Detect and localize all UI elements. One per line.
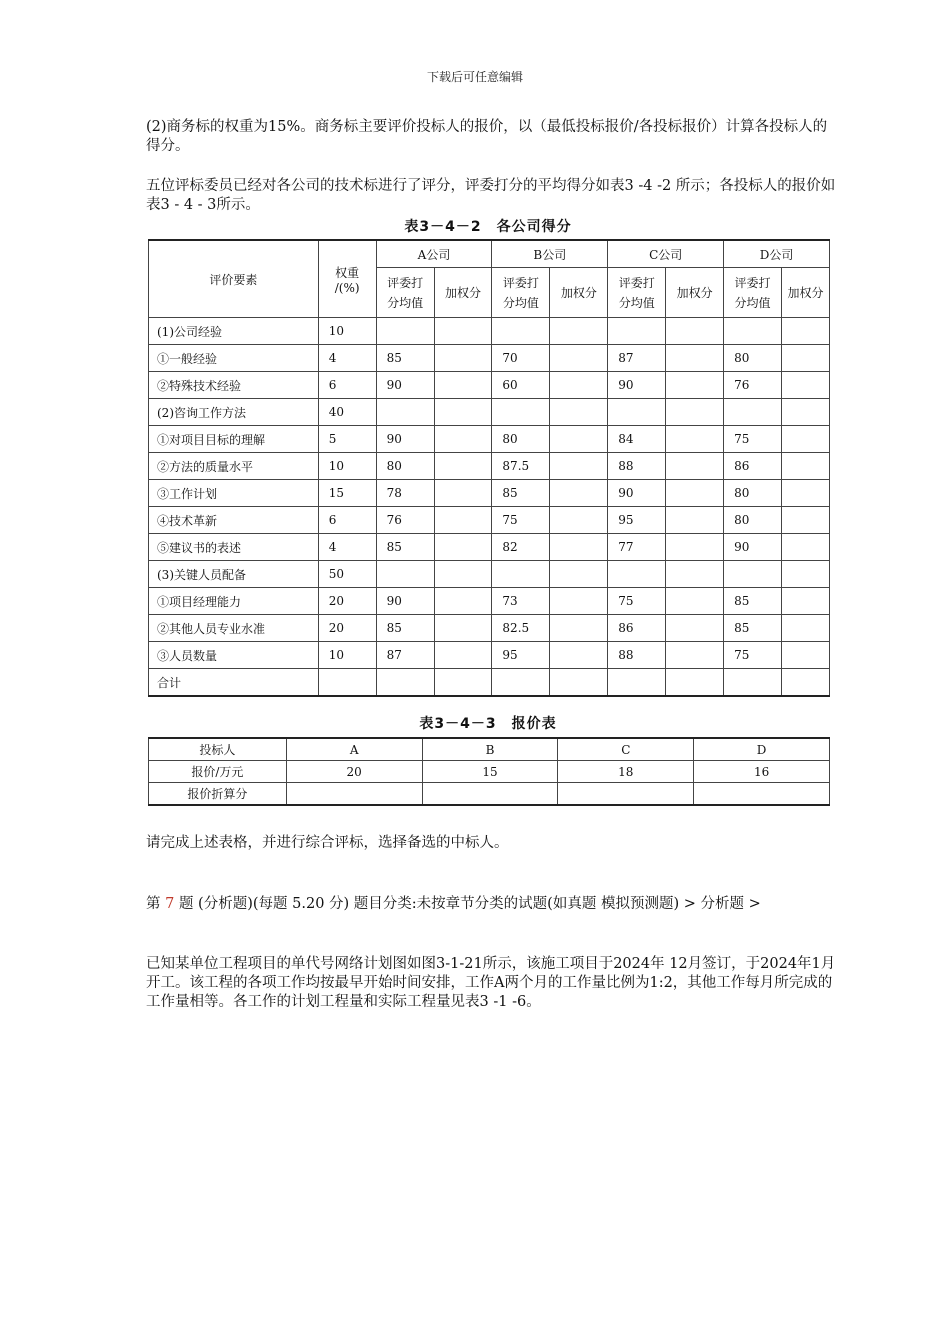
weighted-cell-d — [782, 561, 830, 588]
score-cell-d: 80 — [724, 345, 782, 372]
weighted-cell-d — [782, 534, 830, 561]
weighted-cell-d — [782, 615, 830, 642]
question-suffix: 题 (分析题)(每题 5.20 分) 题目分类:未按章节分类的试题(如真题 模拟预测题) > 分析题 > — [174, 896, 761, 912]
weight-cell: 10 — [318, 318, 376, 345]
score-cell-d: 86 — [724, 453, 782, 480]
weighted-cell-d — [782, 588, 830, 615]
weighted-cell-b — [550, 426, 608, 453]
weighted-cell-d — [782, 507, 830, 534]
item-cell: ③工作计划 — [149, 480, 319, 507]
score-cell-d: 75 — [724, 426, 782, 453]
weighted-cell-d — [782, 345, 830, 372]
paragraph-text: 已知某单位工程项目的单代号网络计划图如图3-1-21所示，该施工项目于2024年 12月签订，于2024年1月开工。该工程的各项工作均按最早开始时间安排，工作A两个月的工作量比例为1:2，其他工作每月所完成的工作量相等。各工作的计划工程量和实际工程量见表3 -1 -6。 — [146, 956, 836, 1010]
score-cell-b: 75 — [492, 507, 550, 534]
weight-cell: 6 — [318, 372, 376, 399]
table-caption-prices: 表3－4－3 报价表 — [419, 716, 557, 732]
score-cell-a: 90 — [376, 372, 434, 399]
score-cell-d — [724, 318, 782, 345]
weight-cell: 40 — [318, 399, 376, 426]
table-row — [149, 615, 830, 642]
price-cell-d: 16 — [694, 761, 830, 783]
weighted-cell-c — [666, 480, 724, 507]
weighted-cell-a — [434, 453, 492, 480]
paragraph-network-plan — [146, 955, 836, 1012]
weighted-cell-a — [434, 318, 492, 345]
score-cell-c: 84 — [608, 426, 666, 453]
paragraph-commercial-weight — [146, 118, 836, 156]
score-cell-c: 88 — [608, 453, 666, 480]
weight-cell: 5 — [318, 426, 376, 453]
weighted-cell-c — [666, 399, 724, 426]
col-header-a: A — [286, 738, 422, 761]
score-cell-b: 80 — [492, 426, 550, 453]
weighted-cell-a — [434, 372, 492, 399]
paragraph-instructions — [146, 834, 836, 853]
weighted-cell-d — [782, 399, 830, 426]
table-row-total — [149, 669, 830, 697]
weighted-cell-b — [550, 669, 608, 697]
score-cell-d: 85 — [724, 588, 782, 615]
weight-cell: 4 — [318, 345, 376, 372]
item-cell: (2)咨询工作方法 — [149, 399, 319, 426]
score-cell-a: 85 — [376, 534, 434, 561]
table-row-score — [149, 783, 830, 806]
question-prefix: 第 — [146, 896, 166, 912]
weighted-cell-a — [434, 534, 492, 561]
weight-cell: 6 — [318, 507, 376, 534]
weighted-cell-b — [550, 372, 608, 399]
item-cell: 合计 — [149, 669, 319, 697]
weighted-cell-d — [782, 372, 830, 399]
score-cell-a: 80 — [376, 453, 434, 480]
weighted-cell-b — [550, 507, 608, 534]
table-row — [149, 318, 830, 345]
item-cell: ②方法的质量水平 — [149, 453, 319, 480]
table-row — [149, 480, 830, 507]
question-meta-text — [146, 895, 836, 914]
weighted-cell-b — [550, 480, 608, 507]
score-cell-a: 85 — [376, 615, 434, 642]
weighted-cell-c — [666, 453, 724, 480]
item-cell: ①对项目目标的理解 — [149, 426, 319, 453]
weighted-cell-a — [434, 345, 492, 372]
weighted-cell-c — [666, 318, 724, 345]
score-cell-c — [608, 318, 666, 345]
paragraph-scores-intro — [146, 177, 836, 215]
weighted-cell-c — [666, 642, 724, 669]
sub-header-avg: 评委打 分均值 — [376, 268, 434, 318]
weighted-cell-b — [550, 345, 608, 372]
item-cell: ①项目经理能力 — [149, 588, 319, 615]
weight-cell: 20 — [318, 588, 376, 615]
item-cell: ①一般经验 — [149, 345, 319, 372]
weighted-cell-b — [550, 561, 608, 588]
item-cell: (1)公司经验 — [149, 318, 319, 345]
weighted-cell-d — [782, 453, 830, 480]
weight-cell: 4 — [318, 534, 376, 561]
table-row — [149, 507, 830, 534]
question-meta — [146, 895, 836, 914]
score-cell-a: 76 — [376, 507, 434, 534]
row-label-score: 报价折算分 — [149, 783, 287, 806]
weighted-cell-a — [434, 669, 492, 697]
score-cell-a — [376, 561, 434, 588]
weight-cell: 50 — [318, 561, 376, 588]
weighted-cell-c — [666, 372, 724, 399]
weighted-cell-a — [434, 480, 492, 507]
weighted-cell-b — [550, 318, 608, 345]
weighted-cell-a — [434, 588, 492, 615]
weight-cell — [318, 669, 376, 697]
price-cell-c: 18 — [558, 761, 694, 783]
paragraph-text: 请完成上述表格，并进行综合评标，选择备选的中标人。 — [146, 835, 509, 851]
page-header: 下载后可任意编辑 — [426, 70, 523, 84]
weighted-cell-b — [550, 399, 608, 426]
score-cell-a: 85 — [376, 345, 434, 372]
score-cell-d: 80 — [724, 480, 782, 507]
item-cell: ④技术革新 — [149, 507, 319, 534]
question-number: 7 — [165, 896, 175, 912]
score-cell-a: 78 — [376, 480, 434, 507]
score-cell-b: 95 — [492, 642, 550, 669]
score-cell-b: 87.5 — [492, 453, 550, 480]
score-cell-c: 88 — [608, 642, 666, 669]
score-cell-b: 85 — [492, 480, 550, 507]
weight-cell: 10 — [318, 453, 376, 480]
item-cell: (3)关键人员配备 — [149, 561, 319, 588]
score-cell-d: 75 — [724, 642, 782, 669]
col-header-d: D — [694, 738, 830, 761]
weighted-cell-a — [434, 507, 492, 534]
item-cell: ③人员数量 — [149, 642, 319, 669]
score-cell-b: 60 — [492, 372, 550, 399]
weight-label: 权重 — [335, 265, 360, 280]
score-cell-a: 87 — [376, 642, 434, 669]
weighted-cell-b — [550, 534, 608, 561]
weighted-cell-a — [434, 426, 492, 453]
score-cell-c — [558, 783, 694, 806]
table-row — [149, 399, 830, 426]
table-row — [149, 453, 830, 480]
scores-table — [148, 239, 830, 697]
row-label-price: 报价/万元 — [149, 761, 287, 783]
sub-header-avg: 评委打 分均值 — [492, 268, 550, 318]
score-cell-d — [724, 561, 782, 588]
weighted-cell-c — [666, 615, 724, 642]
weight-cell: 15 — [318, 480, 376, 507]
weighted-cell-a — [434, 399, 492, 426]
weighted-cell-c — [666, 534, 724, 561]
score-cell-a: 90 — [376, 426, 434, 453]
weighted-cell-b — [550, 453, 608, 480]
weighted-cell-b — [550, 588, 608, 615]
price-cell-b: 15 — [422, 761, 558, 783]
score-cell-b: 70 — [492, 345, 550, 372]
table-row-price — [149, 761, 830, 783]
score-cell-c: 75 — [608, 588, 666, 615]
score-cell-c: 90 — [608, 372, 666, 399]
score-cell-c: 90 — [608, 480, 666, 507]
sub-header-weighted: 加权分 — [550, 268, 608, 318]
score-cell-a — [376, 669, 434, 697]
table-row — [149, 426, 830, 453]
score-cell-d — [724, 399, 782, 426]
sub-header-avg: 评委打 分均值 — [724, 268, 782, 318]
table-row — [149, 534, 830, 561]
sub-header-weighted: 加权分 — [782, 268, 830, 318]
weighted-cell-d — [782, 426, 830, 453]
score-cell-d — [724, 669, 782, 697]
score-cell-a: 90 — [376, 588, 434, 615]
score-cell-c: 77 — [608, 534, 666, 561]
weighted-cell-a — [434, 642, 492, 669]
score-cell-b: 82.5 — [492, 615, 550, 642]
weight-unit: /(%) — [334, 280, 360, 295]
score-cell-c — [608, 669, 666, 697]
weighted-cell-c — [666, 561, 724, 588]
item-cell: ②特殊技术经验 — [149, 372, 319, 399]
score-cell-b — [492, 399, 550, 426]
weighted-cell-d — [782, 642, 830, 669]
price-cell-a: 20 — [286, 761, 422, 783]
price-table — [148, 737, 830, 806]
sub-header-weighted: 加权分 — [666, 268, 724, 318]
score-cell-b — [492, 318, 550, 345]
weighted-cell-c — [666, 588, 724, 615]
table-caption-scores: 表3－4－2 各公司得分 — [404, 219, 572, 235]
weighted-cell-d — [782, 480, 830, 507]
weighted-cell-d — [782, 669, 830, 697]
score-cell-a — [376, 318, 434, 345]
weighted-cell-b — [550, 642, 608, 669]
col-header-company-d: D公司 — [724, 240, 830, 268]
score-cell-c: 95 — [608, 507, 666, 534]
col-header-company-a: A公司 — [376, 240, 492, 268]
table-row — [149, 561, 830, 588]
score-cell-a — [376, 399, 434, 426]
paragraph-text: 五位评标委员已经对各公司的技术标进行了评分，评委打分的平均得分如表3 -4 -2 所示；各投标人的报价如表3 - 4 - 3所示。 — [146, 178, 836, 213]
item-cell: ②其他人员专业水准 — [149, 615, 319, 642]
col-header-company-b: B公司 — [492, 240, 608, 268]
score-cell-d: 90 — [724, 534, 782, 561]
item-cell: ⑤建议书的表述 — [149, 534, 319, 561]
score-cell-b — [492, 669, 550, 697]
table-row — [149, 588, 830, 615]
table-row — [149, 372, 830, 399]
weighted-cell-d — [782, 318, 830, 345]
score-cell-c — [608, 399, 666, 426]
weighted-cell-c — [666, 669, 724, 697]
weighted-cell-a — [434, 615, 492, 642]
weighted-cell-c — [666, 507, 724, 534]
col-header-c: C — [558, 738, 694, 761]
table-row — [149, 345, 830, 372]
paragraph-text: (2)商务标的权重为15%。商务标主要评价投标人的报价，以（最低投标报价/各投标报价）计算各投标人的得分。 — [146, 119, 828, 154]
score-cell-b — [422, 783, 558, 806]
table-header-row — [149, 240, 830, 268]
weighted-cell-c — [666, 426, 724, 453]
score-cell-c — [608, 561, 666, 588]
sub-header-avg: 评委打 分均值 — [608, 268, 666, 318]
score-cell-c: 87 — [608, 345, 666, 372]
weight-cell: 10 — [318, 642, 376, 669]
col-header-item: 评价要素 — [149, 240, 319, 318]
col-header-b: B — [422, 738, 558, 761]
weight-cell: 20 — [318, 615, 376, 642]
score-cell-c: 86 — [608, 615, 666, 642]
score-cell-b: 73 — [492, 588, 550, 615]
col-header-bidder: 投标人 — [149, 738, 287, 761]
score-cell-b — [492, 561, 550, 588]
weighted-cell-b — [550, 615, 608, 642]
weighted-cell-c — [666, 345, 724, 372]
score-cell-b: 82 — [492, 534, 550, 561]
score-cell-d: 80 — [724, 507, 782, 534]
table-row — [149, 642, 830, 669]
weighted-cell-a — [434, 561, 492, 588]
sub-header-weighted: 加权分 — [434, 268, 492, 318]
table-header-row — [149, 738, 830, 761]
col-header-weight — [318, 240, 376, 318]
score-cell-a — [286, 783, 422, 806]
score-cell-d: 76 — [724, 372, 782, 399]
score-cell-d — [694, 783, 830, 806]
score-cell-d: 85 — [724, 615, 782, 642]
col-header-company-c: C公司 — [608, 240, 724, 268]
